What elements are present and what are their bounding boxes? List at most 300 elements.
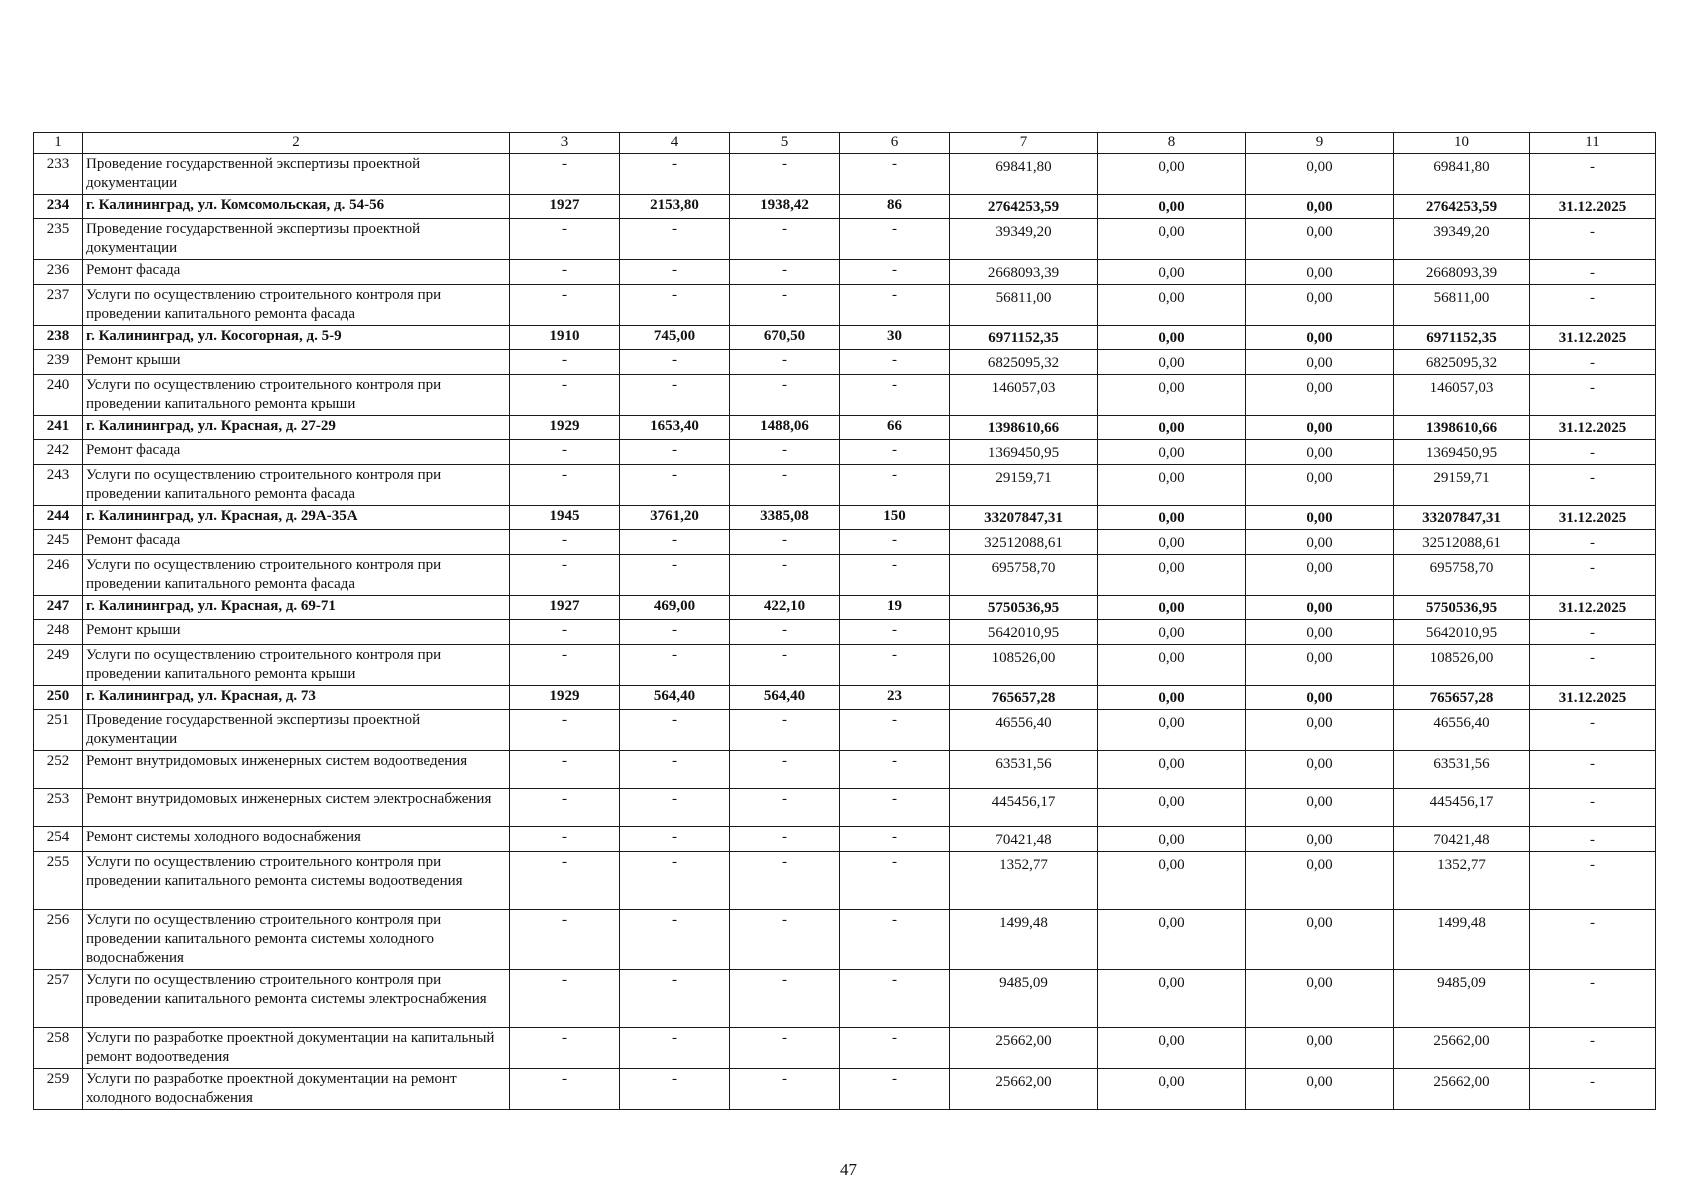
year-built-cell: - [510,285,620,326]
work-item-row [34,751,1656,789]
living-area-cell: 422,10 [730,596,840,620]
cost-col-8-cell: 0,00 [1098,326,1246,350]
total-cost-cell: 6825095,32 [950,350,1098,375]
cost-col-10-cell: 39349,20 [1394,219,1530,260]
living-area-cell: - [730,910,840,970]
completion-date-cell: - [1530,260,1656,285]
header-cell: 11 [1530,133,1656,154]
work-description-cell: Услуги по осуществлению строительного контроля при проведении капитального ремонта крыши [83,645,510,686]
total-area-cell: - [620,285,730,326]
work-item-row [34,219,1656,260]
header-cell: 9 [1246,133,1394,154]
work-description-cell: Услуги по осуществлению строительного контроля при проведении капитального ремонта фасада [83,465,510,506]
work-item-row [34,1028,1656,1069]
cost-col-8-cell: 0,00 [1098,645,1246,686]
living-area-cell: 1488,06 [730,416,840,440]
total-area-cell: 745,00 [620,326,730,350]
total-cost-cell: 1352,77 [950,852,1098,910]
cost-col-9-cell: 0,00 [1246,285,1394,326]
row-number-cell: 241 [34,416,83,440]
living-area-cell: - [730,530,840,555]
completion-date-cell: - [1530,751,1656,789]
total-cost-cell: 5750536,95 [950,596,1098,620]
work-description-cell: Проведение государственной экспертизы проектной документации [83,710,510,751]
work-description-cell: г. Калининград, ул. Красная, д. 73 [83,686,510,710]
row-number-cell: 237 [34,285,83,326]
cost-col-8-cell: 0,00 [1098,827,1246,852]
total-cost-cell: 25662,00 [950,1069,1098,1110]
row-number-cell: 234 [34,195,83,219]
residents-cell: - [840,1069,950,1110]
total-cost-cell: 765657,28 [950,686,1098,710]
living-area-cell: - [730,154,840,195]
total-cost-cell: 63531,56 [950,751,1098,789]
total-area-cell: - [620,910,730,970]
total-area-cell: - [620,852,730,910]
work-description-cell: Услуги по разработке проектной документации на ремонт холодного водоснабжения [83,1069,510,1110]
cost-col-9-cell: 0,00 [1246,506,1394,530]
header-cell: 7 [950,133,1098,154]
total-area-cell: 564,40 [620,686,730,710]
cost-col-9-cell: 0,00 [1246,596,1394,620]
total-cost-cell: 146057,03 [950,375,1098,416]
living-area-cell: - [730,440,840,465]
row-number-cell: 244 [34,506,83,530]
living-area-cell: - [730,375,840,416]
row-number-cell: 235 [34,219,83,260]
cost-col-8-cell: 0,00 [1098,440,1246,465]
total-area-cell: - [620,645,730,686]
work-item-row [34,852,1656,910]
residents-cell: - [840,375,950,416]
cost-col-9-cell: 0,00 [1246,260,1394,285]
total-cost-cell: 1499,48 [950,910,1098,970]
work-description-cell: Ремонт крыши [83,350,510,375]
row-number-cell: 252 [34,751,83,789]
total-area-cell: - [620,219,730,260]
cost-col-8-cell: 0,00 [1098,195,1246,219]
residents-cell: - [840,645,950,686]
living-area-cell: 1938,42 [730,195,840,219]
cost-col-9-cell: 0,00 [1246,154,1394,195]
completion-date-cell: - [1530,620,1656,645]
living-area-cell: 670,50 [730,326,840,350]
cost-col-8-cell: 0,00 [1098,154,1246,195]
cost-col-8-cell: 0,00 [1098,375,1246,416]
work-description-cell: Услуги по осуществлению строительного контроля при проведении капитального ремонта системы водоотведения [83,852,510,910]
cost-col-10-cell: 765657,28 [1394,686,1530,710]
cost-col-8-cell: 0,00 [1098,970,1246,1028]
work-item-row [34,827,1656,852]
building-row [34,416,1656,440]
cost-col-8-cell: 0,00 [1098,852,1246,910]
completion-date-cell: - [1530,285,1656,326]
row-number-cell: 255 [34,852,83,910]
row-number-cell: 250 [34,686,83,710]
cost-col-10-cell: 1352,77 [1394,852,1530,910]
cost-col-9-cell: 0,00 [1246,852,1394,910]
building-row [34,506,1656,530]
completion-date-cell: - [1530,852,1656,910]
completion-date-cell: - [1530,530,1656,555]
total-area-cell: - [620,260,730,285]
cost-col-8-cell: 0,00 [1098,285,1246,326]
row-number-cell: 248 [34,620,83,645]
cost-col-10-cell: 5642010,95 [1394,620,1530,645]
residents-cell: - [840,789,950,827]
cost-col-8-cell: 0,00 [1098,596,1246,620]
residents-cell: - [840,910,950,970]
living-area-cell: - [730,285,840,326]
cost-col-10-cell: 33207847,31 [1394,506,1530,530]
year-built-cell: - [510,1028,620,1069]
total-cost-cell: 6971152,35 [950,326,1098,350]
cost-col-9-cell: 0,00 [1246,710,1394,751]
work-description-cell: Ремонт крыши [83,620,510,645]
completion-date-cell: 31.12.2025 [1530,195,1656,219]
living-area-cell: - [730,827,840,852]
cost-col-8-cell: 0,00 [1098,710,1246,751]
header-cell: 10 [1394,133,1530,154]
cost-col-10-cell: 25662,00 [1394,1069,1530,1110]
table-body [34,154,1656,1110]
row-number-cell: 239 [34,350,83,375]
work-item-row [34,555,1656,596]
total-cost-cell: 695758,70 [950,555,1098,596]
living-area-cell: 3385,08 [730,506,840,530]
row-number-cell: 242 [34,440,83,465]
living-area-cell: - [730,710,840,751]
work-item-row [34,970,1656,1028]
year-built-cell: - [510,530,620,555]
living-area-cell: - [730,789,840,827]
cost-col-8-cell: 0,00 [1098,465,1246,506]
completion-date-cell: 31.12.2025 [1530,596,1656,620]
header-cell: 6 [840,133,950,154]
row-number-cell: 238 [34,326,83,350]
cost-col-10-cell: 25662,00 [1394,1028,1530,1069]
cost-col-9-cell: 0,00 [1246,910,1394,970]
cost-col-9-cell: 0,00 [1246,686,1394,710]
work-description-cell: г. Калининград, ул. Красная, д. 29А-35А [83,506,510,530]
cost-col-8-cell: 0,00 [1098,620,1246,645]
work-description-cell: Услуги по осуществлению строительного контроля при проведении капитального ремонта фасада [83,285,510,326]
residents-cell: 19 [840,596,950,620]
cost-col-10-cell: 1499,48 [1394,910,1530,970]
row-number-cell: 245 [34,530,83,555]
year-built-cell: - [510,970,620,1028]
work-description-cell: Проведение государственной экспертизы проектной документации [83,154,510,195]
building-row [34,195,1656,219]
cost-col-8-cell: 0,00 [1098,219,1246,260]
row-number-cell: 256 [34,910,83,970]
residents-cell: 30 [840,326,950,350]
year-built-cell: - [510,710,620,751]
cost-col-10-cell: 1369450,95 [1394,440,1530,465]
work-description-cell: Ремонт системы холодного водоснабжения [83,827,510,852]
year-built-cell: - [510,789,620,827]
work-item-row [34,260,1656,285]
completion-date-cell: - [1530,219,1656,260]
total-area-cell: - [620,789,730,827]
total-area-cell: - [620,710,730,751]
cost-col-8-cell: 0,00 [1098,530,1246,555]
work-description-cell: Ремонт внутридомовых инженерных систем электроснабжения [83,789,510,827]
residents-cell: 86 [840,195,950,219]
cost-col-8-cell: 0,00 [1098,416,1246,440]
cost-col-9-cell: 0,00 [1246,789,1394,827]
total-area-cell: 2153,80 [620,195,730,219]
cost-col-10-cell: 69841,80 [1394,154,1530,195]
cost-col-9-cell: 0,00 [1246,970,1394,1028]
total-cost-cell: 1369450,95 [950,440,1098,465]
cost-col-10-cell: 146057,03 [1394,375,1530,416]
living-area-cell: - [730,620,840,645]
work-description-cell: Ремонт фасада [83,260,510,285]
total-cost-cell: 1398610,66 [950,416,1098,440]
residents-cell: - [840,440,950,465]
living-area-cell: - [730,465,840,506]
row-number-cell: 257 [34,970,83,1028]
building-row [34,596,1656,620]
cost-col-9-cell: 0,00 [1246,326,1394,350]
work-item-row [34,440,1656,465]
total-cost-cell: 32512088,61 [950,530,1098,555]
completion-date-cell: 31.12.2025 [1530,326,1656,350]
work-description-cell: Услуги по разработке проектной документации на капитальный ремонт водоотведения [83,1028,510,1069]
completion-date-cell: - [1530,154,1656,195]
cost-col-10-cell: 108526,00 [1394,645,1530,686]
work-item-row [34,154,1656,195]
total-area-cell: - [620,1069,730,1110]
row-number-cell: 258 [34,1028,83,1069]
residents-cell: - [840,219,950,260]
year-built-cell: - [510,375,620,416]
residents-cell: 66 [840,416,950,440]
building-row [34,326,1656,350]
work-description-cell: г. Калининград, ул. Красная, д. 27-29 [83,416,510,440]
year-built-cell: 1929 [510,416,620,440]
total-cost-cell: 69841,80 [950,154,1098,195]
work-description-cell: Ремонт фасада [83,440,510,465]
completion-date-cell: - [1530,710,1656,751]
work-item-row [34,285,1656,326]
work-item-row [34,1069,1656,1110]
completion-date-cell: - [1530,910,1656,970]
residents-cell: - [840,260,950,285]
cost-col-10-cell: 6971152,35 [1394,326,1530,350]
cost-col-9-cell: 0,00 [1246,375,1394,416]
cost-col-9-cell: 0,00 [1246,530,1394,555]
total-cost-cell: 2668093,39 [950,260,1098,285]
year-built-cell: - [510,645,620,686]
cost-col-9-cell: 0,00 [1246,620,1394,645]
cost-col-10-cell: 695758,70 [1394,555,1530,596]
residents-cell: 23 [840,686,950,710]
year-built-cell: - [510,827,620,852]
living-area-cell: - [730,645,840,686]
cost-col-8-cell: 0,00 [1098,1028,1246,1069]
work-description-cell: Проведение государственной экспертизы проектной документации [83,219,510,260]
work-description-cell: Ремонт фасада [83,530,510,555]
living-area-cell: - [730,970,840,1028]
row-number-cell: 251 [34,710,83,751]
cost-col-8-cell: 0,00 [1098,555,1246,596]
cost-col-8-cell: 0,00 [1098,910,1246,970]
year-built-cell: - [510,219,620,260]
work-description-cell: г. Калининград, ул. Красная, д. 69-71 [83,596,510,620]
completion-date-cell: 31.12.2025 [1530,416,1656,440]
year-built-cell: - [510,350,620,375]
total-area-cell: 3761,20 [620,506,730,530]
completion-date-cell: - [1530,827,1656,852]
year-built-cell: 1910 [510,326,620,350]
completion-date-cell: - [1530,440,1656,465]
total-area-cell: - [620,154,730,195]
living-area-cell: - [730,852,840,910]
completion-date-cell: - [1530,970,1656,1028]
living-area-cell: - [730,1069,840,1110]
cost-col-9-cell: 0,00 [1246,219,1394,260]
cost-col-9-cell: 0,00 [1246,1028,1394,1069]
cost-col-10-cell: 2764253,59 [1394,195,1530,219]
row-number-cell: 247 [34,596,83,620]
total-cost-cell: 46556,40 [950,710,1098,751]
residents-cell: - [840,620,950,645]
header-cell: 1 [34,133,83,154]
cost-col-9-cell: 0,00 [1246,1069,1394,1110]
year-built-cell: - [510,154,620,195]
year-built-cell: - [510,1069,620,1110]
cost-col-10-cell: 445456,17 [1394,789,1530,827]
work-item-row [34,645,1656,686]
completion-date-cell: 31.12.2025 [1530,506,1656,530]
work-description-cell: Услуги по осуществлению строительного контроля при проведении капитального ремонта фасада [83,555,510,596]
work-item-row [34,530,1656,555]
year-built-cell: - [510,555,620,596]
header-cell: 8 [1098,133,1246,154]
residents-cell: - [840,285,950,326]
total-area-cell: - [620,530,730,555]
cost-col-9-cell: 0,00 [1246,751,1394,789]
cost-col-10-cell: 56811,00 [1394,285,1530,326]
year-built-cell: 1945 [510,506,620,530]
total-cost-cell: 56811,00 [950,285,1098,326]
work-item-row [34,465,1656,506]
cost-col-10-cell: 9485,09 [1394,970,1530,1028]
total-area-cell: - [620,375,730,416]
total-cost-cell: 25662,00 [950,1028,1098,1069]
work-item-row [34,620,1656,645]
cost-col-9-cell: 0,00 [1246,827,1394,852]
completion-date-cell: - [1530,555,1656,596]
year-built-cell: - [510,910,620,970]
total-cost-cell: 445456,17 [950,789,1098,827]
cost-col-9-cell: 0,00 [1246,645,1394,686]
total-area-cell: - [620,1028,730,1069]
work-item-row [34,910,1656,970]
cost-col-8-cell: 0,00 [1098,260,1246,285]
completion-date-cell: - [1530,1028,1656,1069]
header-cell: 2 [83,133,510,154]
total-cost-cell: 29159,71 [950,465,1098,506]
cost-col-10-cell: 2668093,39 [1394,260,1530,285]
cost-col-10-cell: 70421,48 [1394,827,1530,852]
row-number-cell: 254 [34,827,83,852]
header-cell: 5 [730,133,840,154]
cost-col-10-cell: 5750536,95 [1394,596,1530,620]
work-description-cell: Услуги по осуществлению строительного контроля при проведении капитального ремонта системы электроснабжения [83,970,510,1028]
total-area-cell: - [620,350,730,375]
year-built-cell: 1929 [510,686,620,710]
work-description-cell: г. Калининград, ул. Косогорная, д. 5-9 [83,326,510,350]
living-area-cell: 564,40 [730,686,840,710]
year-built-cell: - [510,465,620,506]
cost-col-10-cell: 6825095,32 [1394,350,1530,375]
row-number-cell: 236 [34,260,83,285]
living-area-cell: - [730,260,840,285]
work-description-cell: Ремонт внутридомовых инженерных систем водоотведения [83,751,510,789]
work-item-row [34,789,1656,827]
cost-col-8-cell: 0,00 [1098,751,1246,789]
completion-date-cell: - [1530,350,1656,375]
total-area-cell: - [620,555,730,596]
cost-col-8-cell: 0,00 [1098,350,1246,375]
cost-col-9-cell: 0,00 [1246,555,1394,596]
year-built-cell: 1927 [510,195,620,219]
year-built-cell: - [510,440,620,465]
cost-col-9-cell: 0,00 [1246,416,1394,440]
total-area-cell: 1653,40 [620,416,730,440]
total-cost-cell: 9485,09 [950,970,1098,1028]
cost-col-9-cell: 0,00 [1246,465,1394,506]
total-area-cell: - [620,465,730,506]
total-area-cell: - [620,620,730,645]
header-cell: 4 [620,133,730,154]
residents-cell: - [840,827,950,852]
year-built-cell: - [510,620,620,645]
residents-cell: - [840,710,950,751]
total-area-cell: 469,00 [620,596,730,620]
work-item-row [34,375,1656,416]
cost-col-10-cell: 32512088,61 [1394,530,1530,555]
year-built-cell: - [510,260,620,285]
cost-col-8-cell: 0,00 [1098,789,1246,827]
living-area-cell: - [730,555,840,596]
completion-date-cell: - [1530,645,1656,686]
page-number: 47 [840,1160,857,1179]
completion-date-cell: - [1530,465,1656,506]
living-area-cell: - [730,751,840,789]
residents-cell: - [840,970,950,1028]
year-built-cell: - [510,852,620,910]
residents-cell: 150 [840,506,950,530]
residents-cell: - [840,350,950,375]
total-area-cell: - [620,970,730,1028]
cost-col-9-cell: 0,00 [1246,440,1394,465]
residents-cell: - [840,852,950,910]
row-number-cell: 249 [34,645,83,686]
total-area-cell: - [620,827,730,852]
row-number-cell: 243 [34,465,83,506]
residents-cell: - [840,751,950,789]
building-row [34,686,1656,710]
row-number-cell: 246 [34,555,83,596]
cost-col-10-cell: 46556,40 [1394,710,1530,751]
work-description-cell: Услуги по осуществлению строительного контроля при проведении капитального ремонта системы холодного водоснабжения [83,910,510,970]
total-cost-cell: 5642010,95 [950,620,1098,645]
row-number-cell: 259 [34,1069,83,1110]
